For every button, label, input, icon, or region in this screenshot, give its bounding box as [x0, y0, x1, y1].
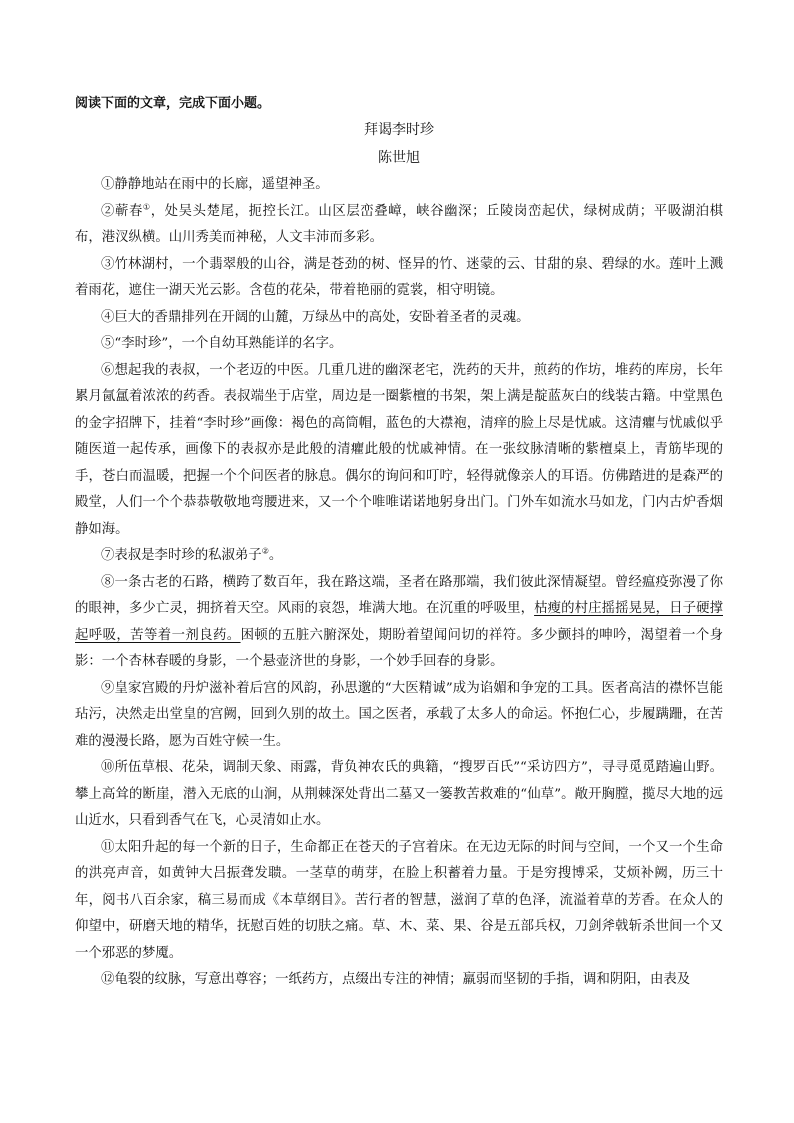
- paragraph-text: ，处吴头楚尾，扼控长江。山区层峦叠嶂，峡谷幽深；丘陵岗峦起伏，绿树成荫；平吸湖泊棋布，港汊纵横。山川秀美而神秘，人文丰沛而多彩。: [75, 203, 724, 245]
- footnote-marker: ②: [261, 546, 269, 556]
- paragraph-p1: [75, 172, 723, 199]
- article-title: 拜谒李时珍: [364, 122, 434, 138]
- document-page: [75, 94, 723, 994]
- instruction-text: 阅读下面的文章，完成下面小题。: [75, 96, 271, 111]
- paragraph-text: 困顿的五脏六腑深处，期盼着望闻问切的祥符。多少颤抖的呻吟，渴望着一个身影：一个杏林春暖的身影，一个悬壶济世的身影，一个妙手回春的身影。: [75, 627, 724, 669]
- paragraph-p5: [75, 331, 723, 358]
- paragraph-p7: [75, 543, 723, 570]
- paragraph-p8: [75, 570, 723, 676]
- paragraph-text: ③竹林湖村，一个翡翠般的山谷，满是苍劲的树、怪异的竹、迷蒙的云、甘甜的泉、碧绿的水。莲叶上溅着雨花，遮住一湖天光云影。含苞的花朵，带着艳丽的霓裳，相守明镜。: [75, 256, 723, 298]
- paragraph-text: ⑫龟裂的纹脉，写意出尊容；一纸药方，点缀出专注的神情；羸弱而坚韧的手指，调和阴阳，由表及: [101, 972, 691, 987]
- paragraph-text: ⑦表叔是李时珍的私淑弟子: [101, 548, 262, 563]
- article-author: 陈世旭: [378, 150, 420, 166]
- paragraph-p9: [75, 676, 723, 756]
- underlined-text: 枯瘦的村庄摇摇晃晃，日子硬撑起呼吸，苦等着一剂良药。: [75, 601, 723, 643]
- paragraph-text: ②蕲春: [101, 203, 143, 219]
- paragraph-p11: [75, 835, 723, 968]
- paragraph-text: ⑪太阳升起的每一个新的日子，生命都正在苍天的子宫着床。在无边无际的时间与空间，一个又一个生命的洪亮声音，如黄钟大吕振聋发聩。一茎草的萌芽，在脸上积蓄着力量。于是穷搜博采，艾烦补阙，历三十年，阅书八百余家，稿三易而成《本草纲目》。苦行者的智慧，滋润了草的色泽，流溢着草的芳香。在众人的仰望中，研磨天地的精华，抚慰百姓的切肤之痛。草、木、菜、果、谷是五部兵权，刀剑斧戟斩杀世间一个又一个邪恶的梦魇。: [75, 839, 723, 961]
- paragraph-p2: [75, 199, 723, 252]
- paragraph-text: ⑩所伍草根、花朵，调制天象、雨露，背负神农氏的典籍，“搜罗百氏”“采访四方”，寻寻觅觅踏遍山野。攀上高耸的断崖，潜入无底的山涧，从荆棘深处背出二墓又一篓教苦救难的“仙草”。敞开胸膛，揽尽大地的远山近水，只看到香气在飞，心灵清如止水。: [75, 760, 723, 828]
- paragraph-text: 。: [268, 548, 283, 563]
- paragraph-text: ⑨皇家宫殿的丹炉滋补着后宫的风韵，孙思邈的“大医精诚”成为谄媚和争宠的工具。医者高洁的襟怀岂能玷污，决然走出堂皇的宫阙，回到久别的故土。国之医者，承载了太多人的命运。怀抱仁心，步履蹒跚，在苦难的漫漫长路，愿为百姓守候一生。: [75, 680, 723, 749]
- paragraph-p6: [75, 358, 723, 544]
- paragraph-text: ⑧一条古老的石路，横跨了数百年，我在路这端，圣者在路那端，我们彼此深情凝望。曾经瘟疫弥漫了你的眼神，多少亡灵，拥挤着天空。风雨的哀怨，堆满大地。在沉重的呼吸里，: [75, 574, 723, 616]
- paragraph-text: ①静静地站在雨中的长廊，遥望神圣。: [101, 177, 329, 192]
- paragraph-text: ④巨大的香鼎排列在开阔的山麓，万绿丛中的高处，安卧着圣者的灵魂。: [101, 309, 530, 325]
- paragraph-text: ⑥想起我的表叔，一个老迈的中医。几重几进的幽深老宅，洗药的天井，煎药的作坊，堆药的库房，长年累月氤氲着浓浓的药香。表叔端坐于店堂，周边是一圈紫檀的书架，架上满是靛蓝灰白的线装古籍。中堂黑色的金字招牌下，挂着“李时珍”画像：褐色的高筒帽，蓝色的大襟袍，清痒的脸上尽是忧戚。这清癯与忧戚似乎随医道一起传承，画像下的表叔亦是此般的清癯此般的忧戚神情。在一张纹脉清晰的紫檀桌上，青筋毕现的手，苍白而温暖，把握一个个问医者的脉息。偶尔的询问和叮咛，轻得就像亲人的耳语。仿佛踏进的是森严的殿堂，人们一个个恭恭敬敬地弯腰进来，又一个个唯唯诺诺地躬身出门。门外车如流水马如龙，门内古炉香烟静如海。: [75, 362, 723, 537]
- paragraph-p3: [75, 252, 723, 305]
- paragraph-p4: [75, 305, 723, 332]
- footnote-marker: ①: [142, 202, 151, 212]
- paragraph-p12: [75, 967, 723, 994]
- article-body: [75, 172, 723, 994]
- paragraph-text: ⑤“李时珍”，一个自幼耳熟能详的名字。: [101, 336, 343, 351]
- paragraph-p10: [75, 755, 723, 835]
